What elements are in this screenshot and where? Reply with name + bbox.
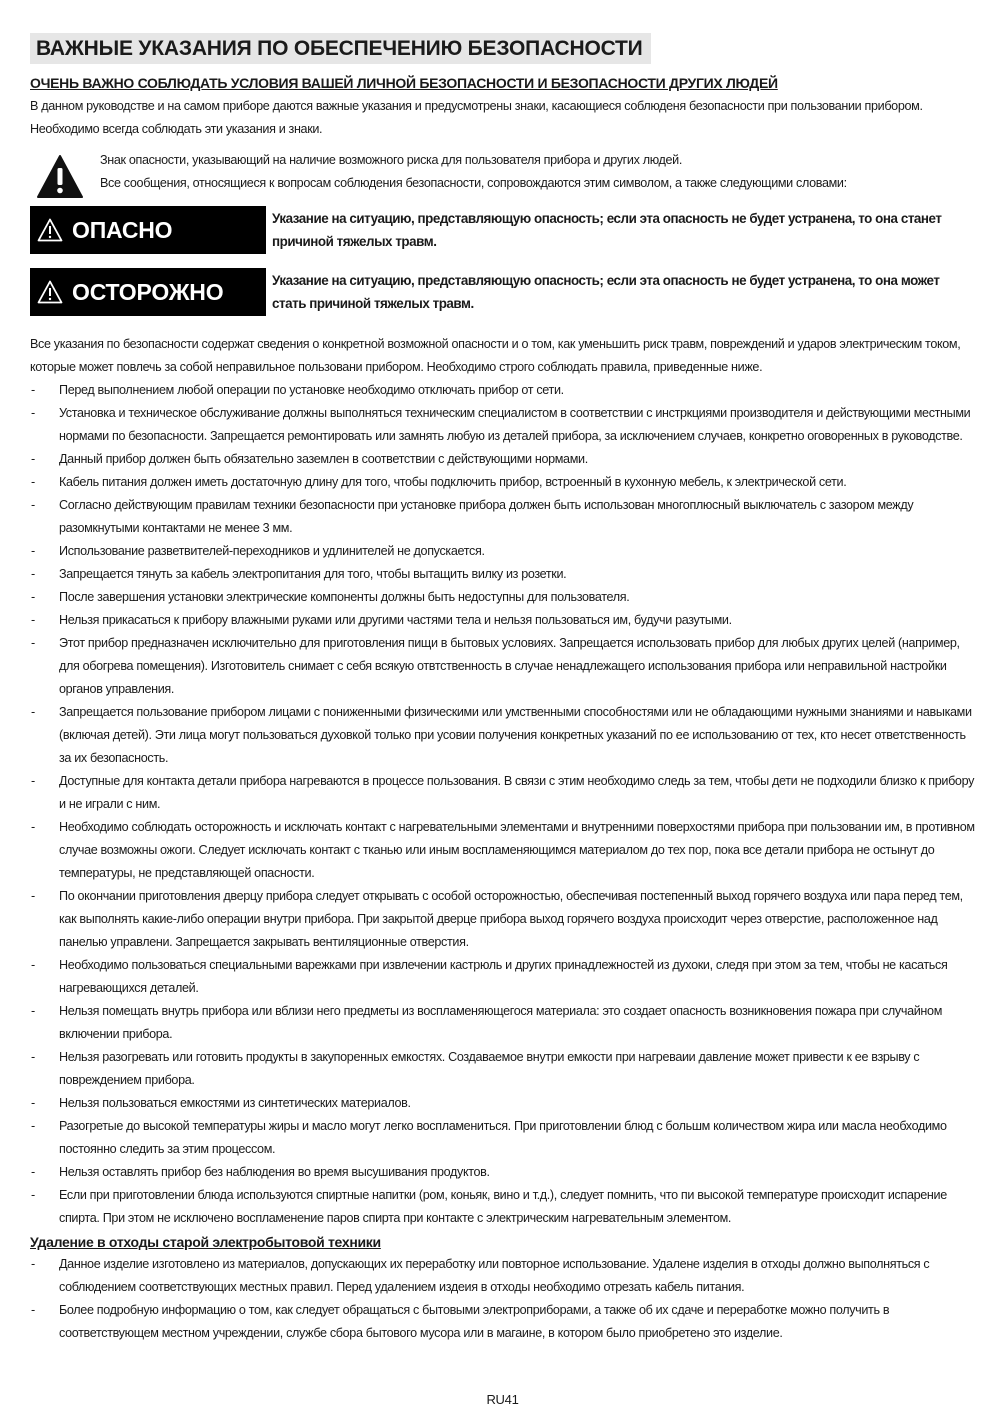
list-item bbox=[30, 770, 975, 816]
warning-triangle-icon bbox=[37, 154, 83, 200]
list-item bbox=[30, 1000, 975, 1046]
list-item bbox=[30, 402, 975, 448]
list-item-text: Необходимо пользоваться специальными варежками при извлечении кастрюль и других принадлежностей из духоки, следя при этом за тем, чтобы не касаться нагревающихся деталей. bbox=[59, 958, 948, 995]
bullet-dash: - bbox=[31, 1050, 35, 1064]
signal-row-danger bbox=[30, 206, 975, 254]
bullet-dash: - bbox=[31, 406, 35, 420]
bullet-dash: - bbox=[31, 1257, 35, 1271]
list-item bbox=[30, 1253, 975, 1299]
symbol-line-2: Все сообщения, относящиеся к вопросам соблюдения безопасности, сопровождаются этим символом, а также следующими словами: bbox=[100, 176, 847, 190]
signal-description: Указание на ситуацию, представляющую опасность; если эта опасность не будет устранена, то она станет причиной тяжелых травм. bbox=[272, 211, 942, 249]
list-item-text: Доступные для контакта детали прибора нагреваются в процессе пользования. В связи с этим необходимо следь за тем, чтобы дети не подходили близко к прибору и не играли с ним. bbox=[59, 774, 975, 811]
list-item-text: Этот прибор предназначен исключительно для приготовления пищи в бытовых условиях. Запрещается использовать прибор для любых других целей (например, для обогрева помещения). Изготовитель снимает с себя всякую отвтственность в случае ненадлежащего использования прибора или неправильной настройки органов управления. bbox=[59, 636, 960, 696]
disposal-list bbox=[30, 1253, 975, 1345]
signal-description: Указание на ситуацию, представляющую опасность; если эта опасность не будет устранена, то она может стать причиной тяжелых травм. bbox=[272, 273, 940, 311]
bullet-dash: - bbox=[31, 452, 35, 466]
bullet-dash: - bbox=[31, 544, 35, 558]
list-item-text: Перед выполнением любой операции по установке необходимо отключать прибор от сети. bbox=[59, 383, 564, 397]
bullet-dash: - bbox=[31, 475, 35, 489]
list-item-text: Согласно действующим правилам техники безопасности при установке прибора должен быть использован многоплюсный выключатель с зазором между разомкнутыми контактами не менее 3 мм. bbox=[59, 498, 914, 535]
safety-rules-list bbox=[30, 379, 975, 1230]
warning-triangle-icon bbox=[37, 218, 63, 242]
list-item-text: Запрещается пользование прибором лицами с пониженными физическими или умственными способностями или не обладающими нужными знаниями и навыками (включая детей). Эти лица могут пользоваться духовкой только при усовии получения конкретных указаний по ее использованию от тех, кто несет ответственность за их безопасность. bbox=[59, 705, 972, 765]
list-item-text: Использование разветвителей-переходников и удлинителей не допускается. bbox=[59, 544, 485, 558]
bullet-dash: - bbox=[31, 774, 35, 788]
list-item-text: Необходимо соблюдать осторожность и исключать контакт с нагревательными элементами и внутренними поверхостями прибора при пользовании им, в противном случае возможны ожоги. Следует исключать контакт с тканью или иным воспламеняющимся материалом до тех пор, пока все детали прибора не остынут до температуры, не представляющей опасности. bbox=[59, 820, 975, 880]
list-item-text: Запрещается тянуть за кабель электропитания для того, чтобы вытащить вилку из розетки. bbox=[59, 567, 567, 581]
bullet-dash: - bbox=[31, 636, 35, 650]
signal-label: ОПАСНО bbox=[72, 216, 173, 243]
safety-page bbox=[30, 33, 975, 1345]
bullet-dash: - bbox=[31, 590, 35, 604]
list-item bbox=[30, 586, 975, 609]
list-item bbox=[30, 954, 975, 1000]
bullet-dash: - bbox=[31, 567, 35, 581]
bullet-dash: - bbox=[31, 705, 35, 719]
list-item bbox=[30, 1161, 975, 1184]
signal-badge-caution bbox=[30, 268, 266, 316]
signal-label: ОСТОРОЖНО bbox=[72, 278, 224, 305]
list-item-text: Кабель питания должен иметь достаточную длину для того, чтобы подключить прибор, встроенный в кухонную мебель, к электрической сети. bbox=[59, 475, 847, 489]
list-item bbox=[30, 448, 975, 471]
list-item-text: Данный прибор должен быть обязательно заземлен в соответствии с действующими нормами. bbox=[59, 452, 588, 466]
list-item-text: Более подробную информацию о том, как следует обращаться с бытовыми электроприборами, а также об их сдаче и переработке можно получить в соответствующем местном учреждении, службе сбора бытового мусора или в магаине, в котором было приобретено это изделие. bbox=[59, 1303, 890, 1340]
list-item-text: Данное изделие изготовлено из материалов, допускающих их переработку или повторное использование. Удалене изделия в отходы должно выполняться с соблюдением соответствующих местных правил. Перед удалением издеия в отходы необходимо отрезать кабель питания. bbox=[59, 1257, 930, 1294]
list-item-text: Нельзя разогревать или готовить продукты в закупоренных емкостях. Создаваемое внутри емкости при нагреваии давление может привести к ее взрыву с повреждением прибора. bbox=[59, 1050, 920, 1087]
list-item bbox=[30, 885, 975, 954]
warning-triangle-icon bbox=[37, 280, 63, 304]
intro-paragraph: В данном руководстве и на самом приборе даются важные указания и предусмотрены знаки, касающиеся соблюденя безопасности при пользовании прибором. Необходимо всегда соблюдать эти указания и знаки. bbox=[30, 99, 923, 136]
page-number: RU41 bbox=[486, 1392, 519, 1407]
list-item bbox=[30, 701, 975, 770]
signal-badge-danger bbox=[30, 206, 266, 254]
list-item bbox=[30, 816, 975, 885]
list-item bbox=[30, 379, 975, 402]
list-item bbox=[30, 1115, 975, 1161]
list-item bbox=[30, 1046, 975, 1092]
list-item-text: По окончании приготовления дверцу прибора следует открывать с особой осторожностью, обеспечивая постепенный выход горячего воздуха или пара перед тем, как выполнять какие-либо операции внутри прибора. При закрытой дверце прибора выход горячего воздуха происходит через отверстие, расположенное над панелью управлени. Запрещается закрывать вентиляционные отверстия. bbox=[59, 889, 963, 949]
signal-row-caution bbox=[30, 268, 975, 316]
list-item bbox=[30, 471, 975, 494]
list-item bbox=[30, 632, 975, 701]
bullet-dash: - bbox=[31, 1165, 35, 1179]
list-item bbox=[30, 563, 975, 586]
bullet-dash: - bbox=[31, 1188, 35, 1202]
bullet-dash: - bbox=[31, 889, 35, 903]
section-subtitle: ОЧЕНЬ ВАЖНО СОБЛЮДАТЬ УСЛОВИЯ ВАШЕЙ ЛИЧНОЙ БЕЗОПАСНОСТИ И БЕЗОПАСНОСТИ ДРУГИХ ЛЮДЕЙ bbox=[30, 75, 778, 91]
list-item bbox=[30, 1092, 975, 1115]
bullet-dash: - bbox=[31, 1119, 35, 1133]
list-item-text: Нельзя пользоваться емкостями из синтетических материалов. bbox=[59, 1096, 411, 1110]
list-item-text: Если при приготовлении блюда используются спиртные напитки (ром, коньяк, вино и т.д.), следует помнить, что пи высокой температуре происходит испарение спирта. При этом не исключено воспламенение паров спирта при контакте с электрическим нагревательным элементом. bbox=[59, 1188, 947, 1225]
bullet-dash: - bbox=[31, 498, 35, 512]
list-item-text: Нельзя оставлять прибор без наблюдения во время высушивания продуктов. bbox=[59, 1165, 490, 1179]
list-item-text: Нельзя прикасаться к прибору влажными руками или другими частями тела и нельзя пользоваться им, будучи разутыми. bbox=[59, 613, 732, 627]
bullet-dash: - bbox=[31, 958, 35, 972]
bullet-dash: - bbox=[31, 383, 35, 397]
danger-symbol-explanation bbox=[30, 149, 975, 200]
bullet-dash: - bbox=[31, 1004, 35, 1018]
bullet-dash: - bbox=[31, 1303, 35, 1317]
bullet-dash: - bbox=[31, 1096, 35, 1110]
list-item-text: Разогретые до высокой температуры жиры и масло могут легко воспламениться. При приготовлении блюд с большм количеством жира или масла необходимо постоянно следить за этим процессом. bbox=[59, 1119, 947, 1156]
symbol-line-1: Знак опасности, указывающий на наличие возможного риска для пользователя прибора и других людей. bbox=[100, 153, 683, 167]
bullet-dash: - bbox=[31, 613, 35, 627]
list-item-text: После завершения установки электрические компоненты должны быть недоступны для пользователя. bbox=[59, 590, 630, 604]
list-item bbox=[30, 609, 975, 632]
page-title: ВАЖНЫЕ УКАЗАНИЯ ПО ОБЕСПЕЧЕНИЮ БЕЗОПАСНОСТИ bbox=[30, 33, 651, 64]
disposal-heading: Удаление в отходы старой электробытовой техники bbox=[30, 1234, 381, 1250]
list-item bbox=[30, 494, 975, 540]
rules-intro: Все указания по безопасности содержат сведения о конкретной возможной опасности и о том, как уменьшить риск травм, повреждений и ударов электрическим током, которые может повлечь за собой неправильное пользовани прибором. Необходимо строго соблюдать правила, приведенные ниже. bbox=[30, 337, 961, 374]
list-item-text: Установка и техническое обслуживание должны выполняться техническим специалистом в соответствии с инстркциями производителя и действующими местными нормами по безопасности. Запрещается ремонтировать или замнять любую из деталей прибора, за исключением случаев, конкретно оговоренных в руководстве. bbox=[59, 406, 971, 443]
bullet-dash: - bbox=[31, 820, 35, 834]
list-item-text: Нельзя помещать внутрь прибора или вблизи него предметы из воспламеняющегося материала: это создает опасность возникновения пожара при случайном включении прибора. bbox=[59, 1004, 942, 1041]
list-item bbox=[30, 1184, 975, 1230]
list-item bbox=[30, 540, 975, 563]
list-item bbox=[30, 1299, 975, 1345]
